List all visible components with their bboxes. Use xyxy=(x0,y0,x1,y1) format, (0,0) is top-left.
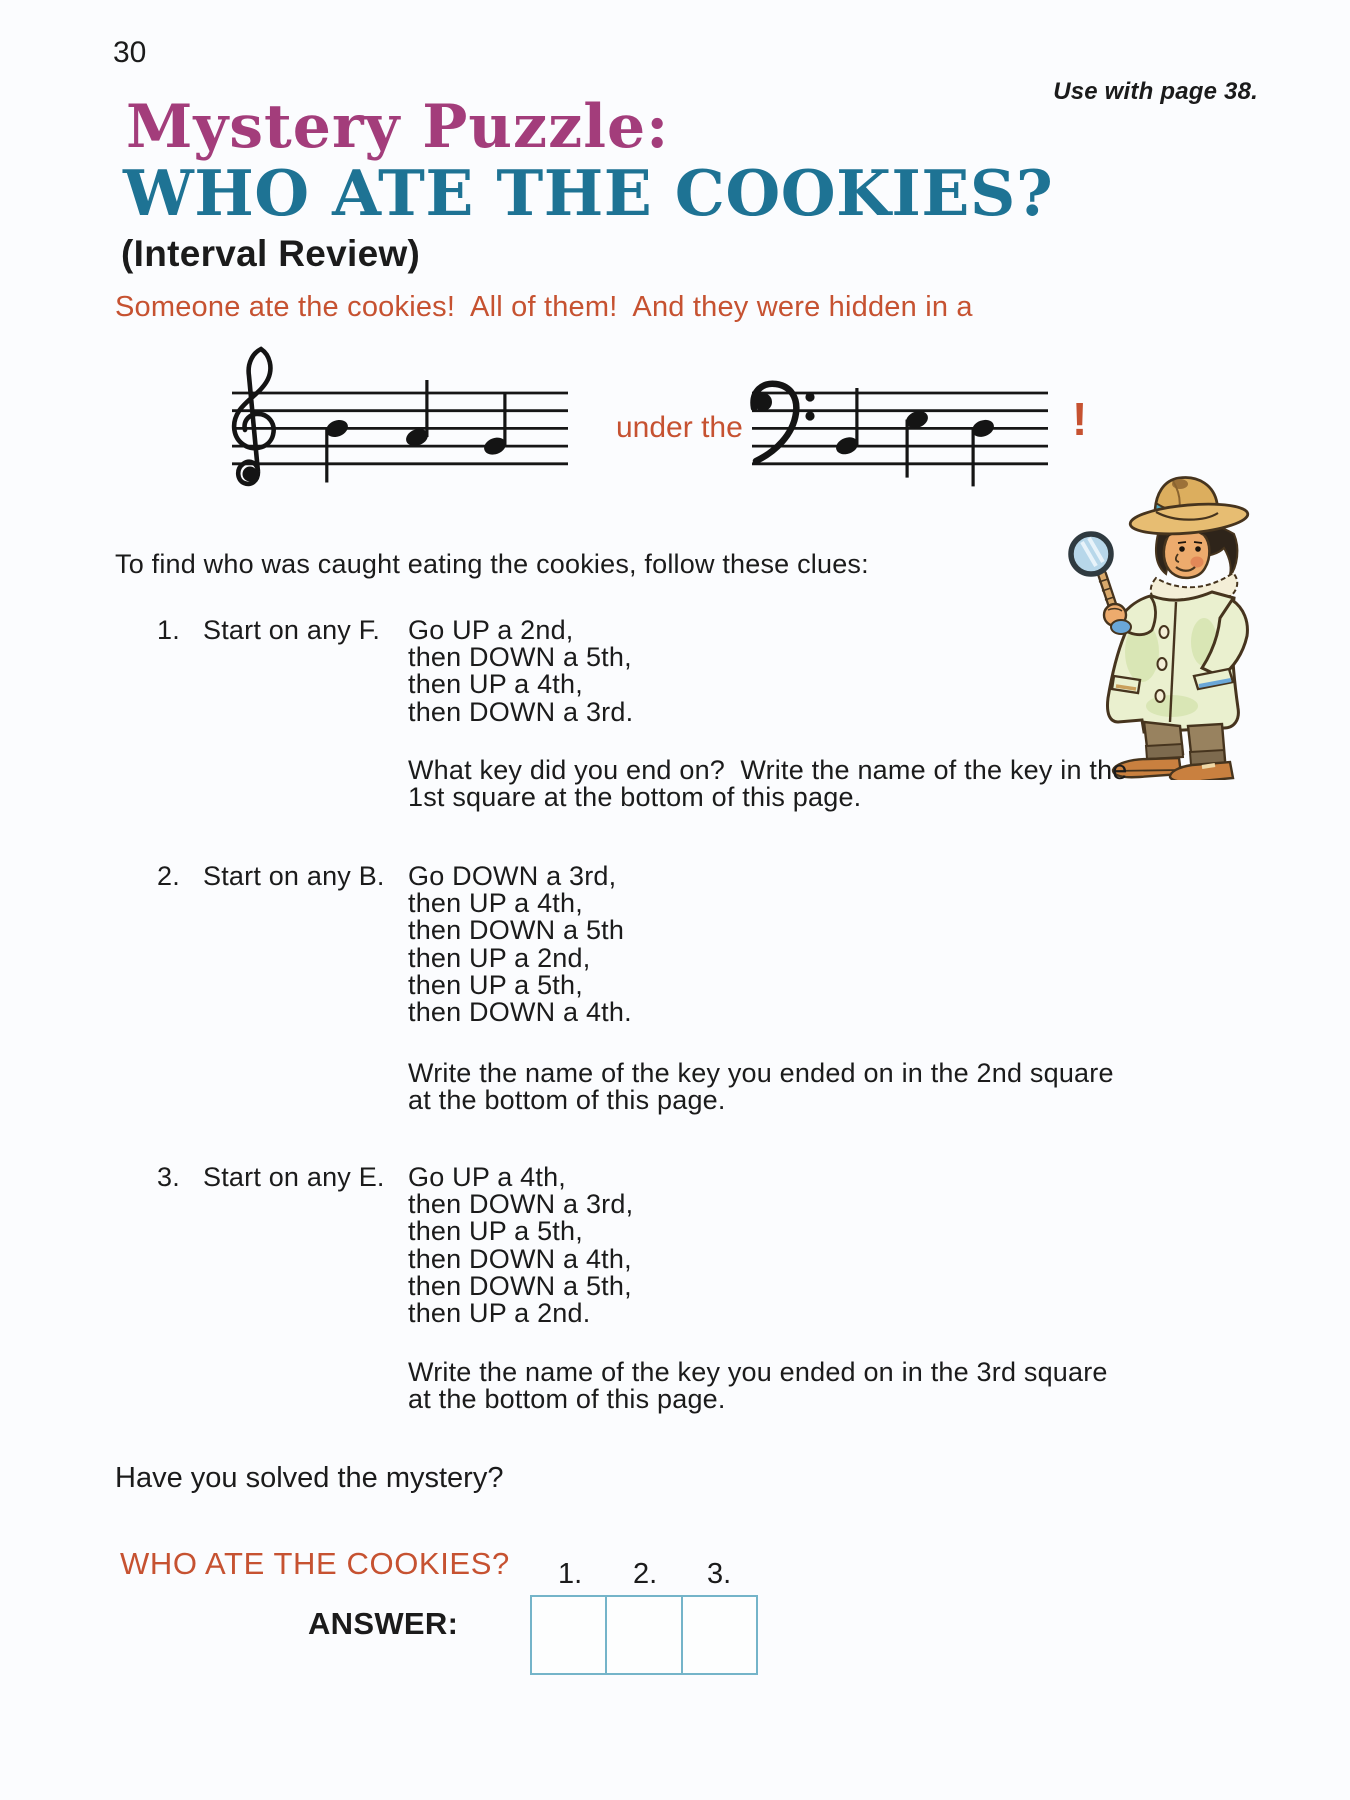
detective-face xyxy=(1164,529,1210,578)
detective-illustration xyxy=(1052,470,1262,780)
bass-clef-icon xyxy=(754,384,815,461)
clue-3-number: 3. xyxy=(157,1162,180,1192)
answer-box xyxy=(530,1595,758,1675)
clue-step: then UP a 2nd, xyxy=(408,942,591,973)
note-a4 xyxy=(404,380,431,449)
note-e3 xyxy=(904,408,931,478)
note-d3 xyxy=(970,417,997,487)
clue-step: then DOWN a 5th xyxy=(408,915,625,946)
clue-step: then UP a 2nd. xyxy=(408,1298,591,1329)
note-line: 1st square at the bottom of this page. xyxy=(408,782,862,813)
note-line: Write the name of the key you ended on in the 3rd square xyxy=(408,1357,1108,1387)
clue-step: then DOWN a 3rd, xyxy=(408,1189,634,1220)
solved-question: Have you solved the mystery? xyxy=(115,1462,504,1494)
clue-3-start: Start on any E. xyxy=(203,1162,385,1192)
clue-2-number: 2. xyxy=(157,861,180,891)
use-with-note: Use with page 38. xyxy=(1053,78,1258,105)
clue-3-steps xyxy=(408,1164,633,1327)
detective-hat-icon xyxy=(1129,478,1249,539)
clue-step: then DOWN a 4th, xyxy=(408,1243,632,1274)
detective-coat xyxy=(1104,573,1247,732)
detective-legs xyxy=(1113,722,1233,780)
exclamation-mark: ! xyxy=(1072,393,1088,445)
page-title: WHO ATE THE COOKIES? xyxy=(123,156,1054,230)
page-number: 30 xyxy=(113,36,147,69)
clue-1-steps xyxy=(408,617,633,726)
clue-2-note xyxy=(408,1060,1114,1114)
clue-step: Go UP a 2nd, xyxy=(408,615,574,645)
clue-step: then DOWN a 4th. xyxy=(408,997,632,1028)
clue-1-note xyxy=(408,757,1128,811)
magnifying-glass-icon xyxy=(1071,534,1114,610)
note-line: What key did you end on? Write the name of the key in the xyxy=(408,755,1128,785)
clue-step: then DOWN a 5th, xyxy=(408,1270,632,1301)
page-subtitle: (Interval Review) xyxy=(121,233,421,274)
title-kicker: Mystery Puzzle: xyxy=(126,92,670,162)
answer-square-3[interactable] xyxy=(683,1597,756,1673)
answer-label: ANSWER: xyxy=(308,1606,459,1641)
clue-step: then DOWN a 5th, xyxy=(408,642,632,673)
note-line: at the bottom of this page. xyxy=(408,1384,726,1415)
clue-step: then UP a 4th, xyxy=(408,888,583,919)
clue-3-note xyxy=(408,1359,1108,1413)
square-label-3: 3. xyxy=(707,1558,732,1590)
square-label-1: 1. xyxy=(558,1558,583,1590)
clue-2-start: Start on any B. xyxy=(203,861,385,891)
clue-step: then UP a 4th, xyxy=(408,669,583,700)
clue-1-start: Start on any F. xyxy=(203,615,381,645)
intro-sentence: Someone ate the cookies! All of them! And they were hidden in a xyxy=(115,291,973,323)
clues-intro: To find who was caught eating the cookies, follow these clues: xyxy=(115,549,869,579)
clue-2-steps xyxy=(408,863,632,1026)
treble-staff xyxy=(232,349,568,484)
answer-square-1[interactable] xyxy=(532,1597,607,1673)
square-label-2: 2. xyxy=(633,1558,658,1590)
clue-step: Go DOWN a 3rd, xyxy=(408,861,617,891)
clue-step: then UP a 5th, xyxy=(408,969,583,1000)
clue-1-number: 1. xyxy=(157,615,180,645)
clue-step: then DOWN a 3rd. xyxy=(408,696,634,727)
note-b4 xyxy=(324,417,351,483)
note-line: at the bottom of this page. xyxy=(408,1085,726,1116)
answer-square-2[interactable] xyxy=(607,1597,682,1673)
who-ate-question: WHO ATE THE COOKIES? xyxy=(120,1546,510,1581)
note-line: Write the name of the key you ended on in the 2nd square xyxy=(408,1058,1114,1088)
clue-step: Go UP a 4th, xyxy=(408,1162,566,1192)
note-b2 xyxy=(834,388,861,457)
under-the-label: under the xyxy=(616,411,743,444)
bass-staff xyxy=(752,384,1048,487)
clue-step: then UP a 5th, xyxy=(408,1216,583,1247)
note-g4 xyxy=(482,392,509,458)
